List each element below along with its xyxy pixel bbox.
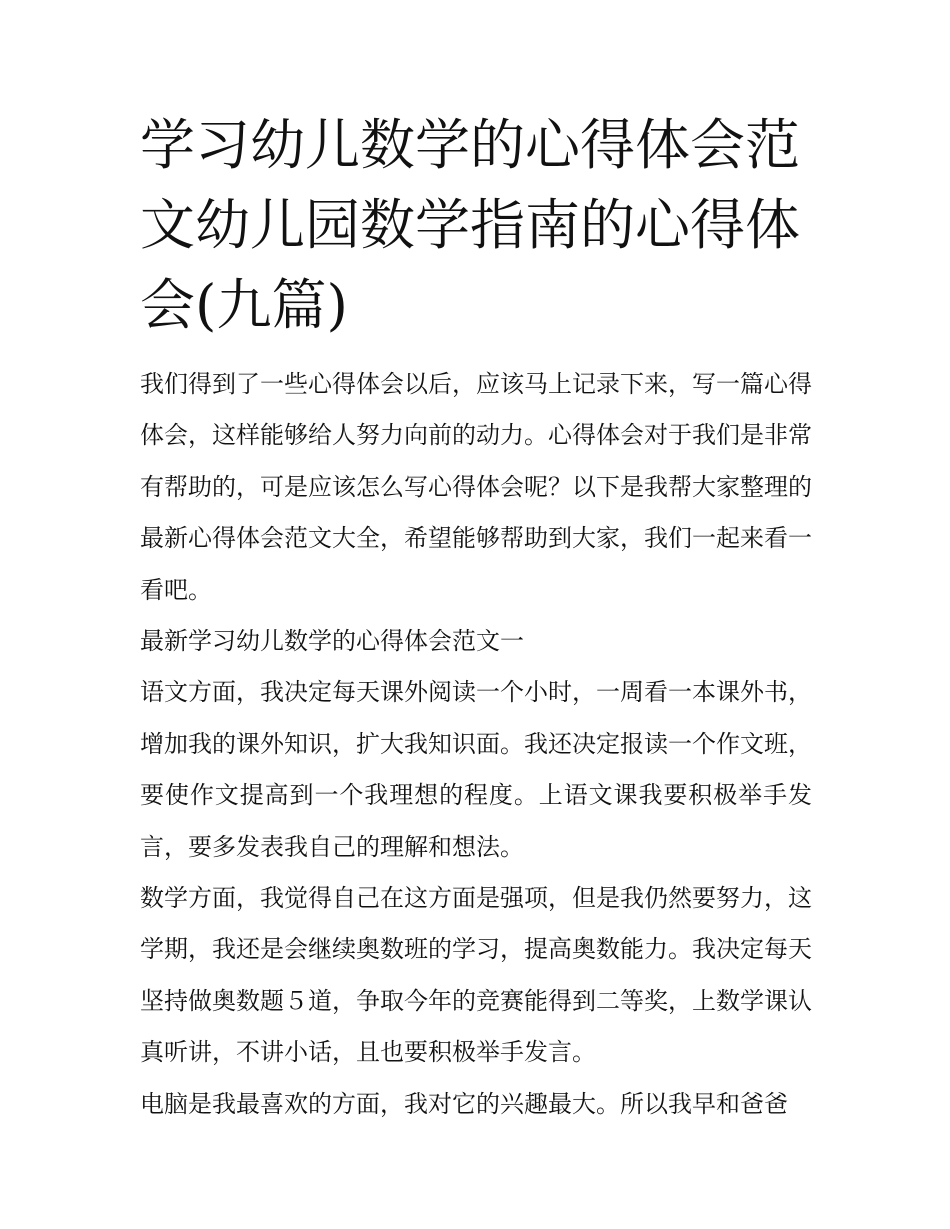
computer-paragraph: 电脑是我最喜欢的方面，我对它的兴趣最大。所以我早和爸爸 [140,1089,788,1118]
intro-paragraph: 我们得到了一些心得体会以后，应该马上记录下来，写一篇心得体会，这样能够给人努力向前的动力。心得体会对于我们是非常有帮助的，可是应该怎么写心得体会呢？以下是我帮大家整理的最新心得体会范文大全，希望能够帮助到大家，我们一起来看一看吧。 [140,370,812,604]
document-title: 学习幼儿数学的心得体会范文幼儿园数学指南的心得体会(九篇) [140,113,801,337]
document-page [140,105,812,1130]
chinese-paragraph: 语文方面，我决定每天课外阅读一个小时，一周看一本课外书，增加我的课外知识，扩大我知识面。我还决定报读一个作文班，要使作文提高到一个我理想的程度。上语文课我要积极举手发言，要多发表我自己的理解和想法。 [140,678,812,861]
document-body [140,359,812,1130]
section-heading: 最新学习幼儿数学的心得体会范文一 [140,627,524,656]
math-paragraph: 数学方面，我觉得自己在这方面是强项，但是我仍然要努力，这学期，我还是会继续奥数班的学习，提高奥数能力。我决定每天坚持做奥数题５道，争取今年的竞赛能得到二等奖，上数学课认真听讲，不讲小话，且也要积极举手发言。 [140,884,812,1067]
